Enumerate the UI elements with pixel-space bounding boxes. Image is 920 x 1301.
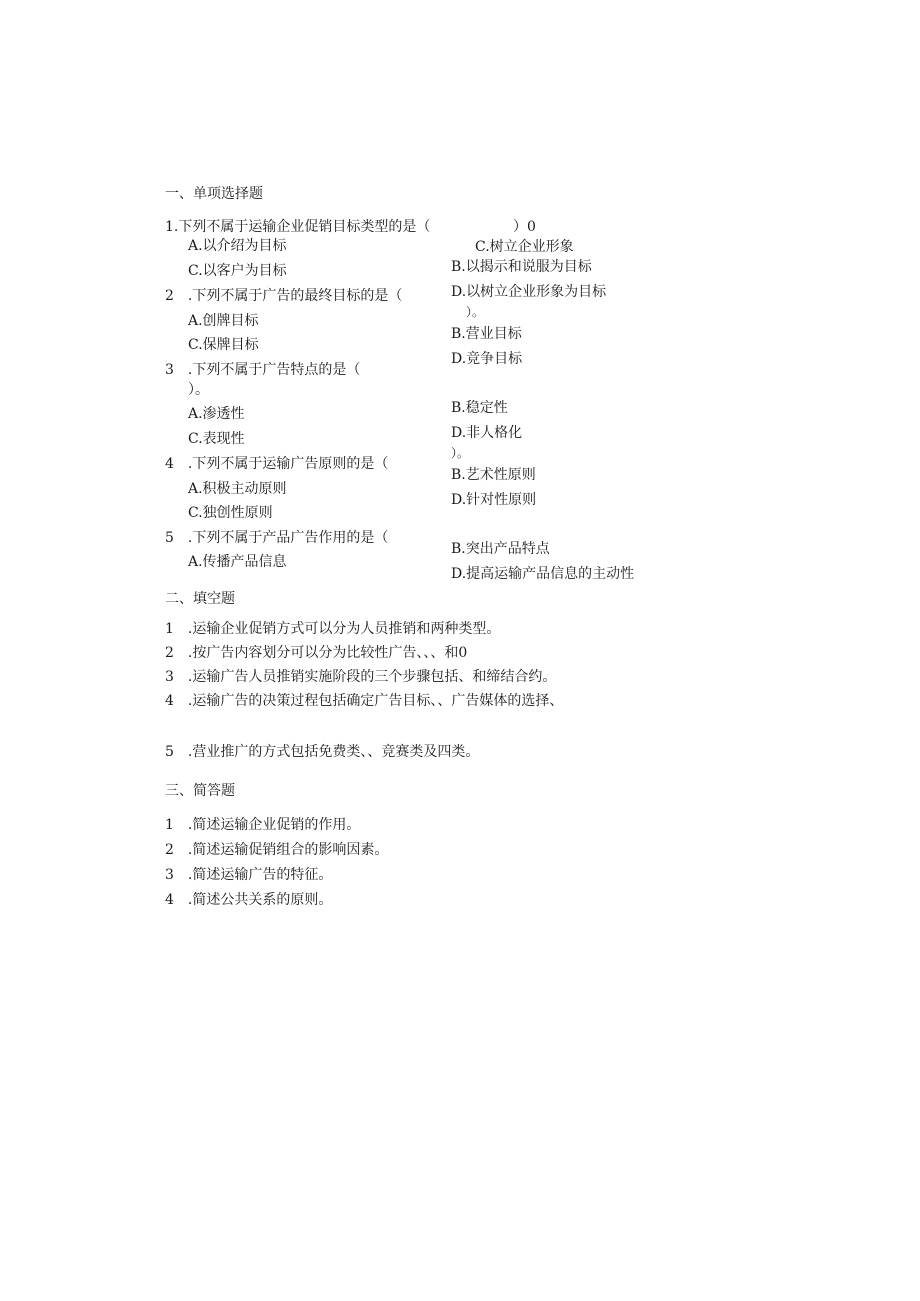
question-4-stem: 4 .下列不属于运输广告原则的是（	[165, 456, 389, 472]
question-1-option-d: D.以树立企业形象为目标	[451, 284, 607, 300]
question-5-option-b: B.突出产品特点	[451, 541, 550, 557]
short-answer-item-4: 4 .简述公共关系的原则。	[165, 892, 333, 908]
question-4-option-a: A.积极主动原则	[188, 481, 287, 497]
question-2-option-d: D.竞争目标	[451, 351, 523, 367]
question-4-close: ）。	[451, 446, 470, 460]
question-3-stem: 3 .下列不属于广告特点的是（	[165, 362, 361, 378]
question-2-stem: 2 .下列不属于广告的最终目标的是（	[165, 288, 403, 304]
question-1-option-c-right: C.树立企业形象	[475, 239, 574, 255]
question-3-option-a: A.渗透性	[188, 406, 245, 422]
question-1-stem: 1.下列不属于运输企业促销目标类型的是（	[165, 219, 431, 235]
question-2-close: ）。	[466, 305, 485, 319]
question-5-option-a: A.传播产品信息	[188, 554, 287, 570]
question-3-option-c: C.表现性	[188, 431, 245, 447]
question-3-close: ）。	[188, 382, 209, 398]
short-answer-item-3: 3 .简述运输广告的特征。	[165, 867, 333, 883]
question-2-option-a: A.创牌目标	[188, 313, 259, 329]
question-3-option-d: D.非人格化	[451, 425, 523, 441]
fill-item-1: 1 .运输企业促销方式可以分为人员推销和两种类型。	[165, 621, 501, 637]
section-heading-choice: 一、单项选择题	[165, 186, 263, 202]
question-4-option-c: C.独创性原则	[188, 505, 273, 521]
question-1-option-c: C.以客户为目标	[188, 263, 287, 279]
question-1-option-b: B.以揭示和说服为目标	[451, 259, 592, 275]
fill-item-2: 2 .按广告内容划分可以分为比较性广告、、、和0	[165, 645, 468, 661]
fill-item-4: 4 .运输广告的决策过程包括确定广告目标、、广告媒体的选择、	[165, 693, 564, 709]
fill-item-3: 3 .运输广告人员推销实施阶段的三个步骤包括、和缔结合约。	[165, 669, 557, 685]
question-4-option-b: B.艺术性原则	[451, 467, 536, 483]
question-3-option-b: B.稳定性	[451, 400, 508, 416]
fill-item-5: 5 .营业推广的方式包括免费类、、竞赛类及四类。	[165, 744, 480, 760]
question-5-option-d: D.提高运输产品信息的主动性	[451, 566, 635, 582]
question-1-option-a: A.以介绍为目标	[188, 238, 287, 254]
question-5-stem: 5 .下列不属于产品广告作用的是（	[165, 530, 389, 546]
short-answer-item-2: 2 .简述运输促销组合的影响因素。	[165, 842, 389, 858]
section-heading-fill: 二、填空题	[165, 591, 235, 607]
section-heading-short-answer: 三、简答题	[165, 783, 235, 799]
question-2-option-b: B.营业目标	[451, 326, 522, 342]
short-answer-item-1: 1 .简述运输企业促销的作用。	[165, 817, 361, 833]
question-2-option-c: C.保牌目标	[188, 337, 259, 353]
question-1-close: ）0	[513, 219, 536, 235]
question-4-option-d: D.针对性原则	[451, 492, 537, 508]
